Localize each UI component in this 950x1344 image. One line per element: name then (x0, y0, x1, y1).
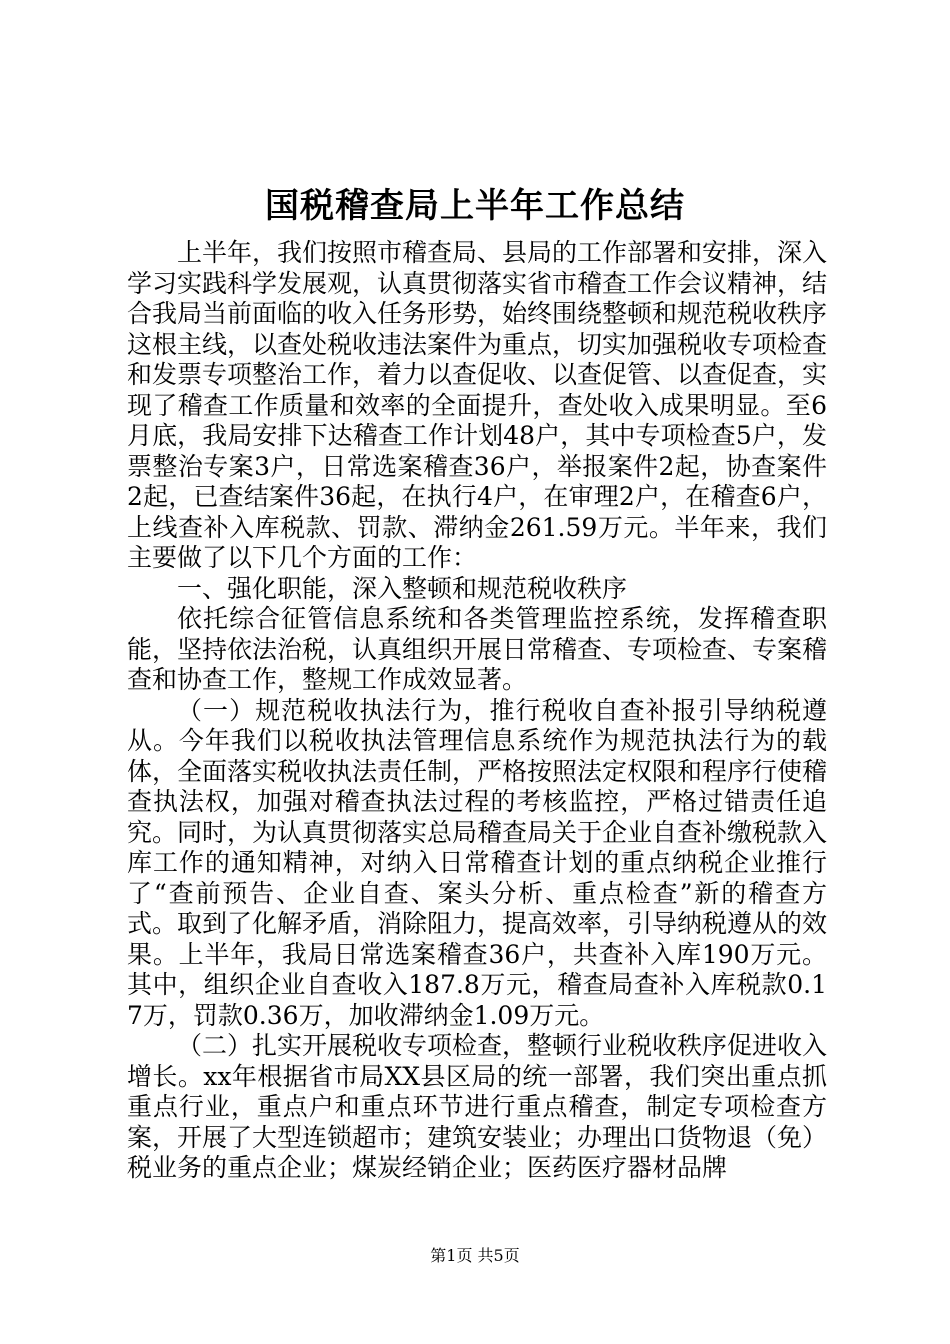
document-title: 国税稽查局上半年工作总结 (265, 186, 685, 226)
paragraph-section-1: 依托综合征管信息系统和各类管理监控系统，发挥稽查职能，坚持依法治税，认真组织开展日常稽查、专项检查、专案稽查和协查工作，整规工作成效显著。 (127, 604, 828, 694)
paragraph-subsection-2: （二）扎实开展税收专项检查，整顿行业税收秩序促进收入增长。xx年根据省市局XX县区局的统一部署，我们突出重点抓重点行业，重点户和重点环节进行重点稽查，制定专项检查方案，开展了大型连锁超市；建筑安装业；办理出口货物退（免）税业务的重点企业；煤炭经销企业；医药医疗器材品牌 (127, 1031, 828, 1182)
document-body (127, 238, 827, 1184)
paragraph-intro: 上半年，我们按照市稽查局、县局的工作部署和安排，深入学习实践科学发展观，认真贯彻落实省市稽查工作会议精神，结合我局当前面临的收入任务形势，始终围绕整顿和规范税收秩序这根主线，以查处税收违法案件为重点，切实加强税收专项检查和发票专项整治工作，着力以查促收、以查促管、以查促查，实现了稽查工作质量和效率的全面提升，查处收入成果明显。至6月底，我局安排下达稽查工作计划48户，其中专项检查5户，发票整治专案3户，日常选案稽查36户，举报案件2起，协查案件2起，已查结案件36起，在执行4户，在审理2户，在稽查6户，上线查补入库税款、罚款、滞纳金261.59万元。半年来，我们主要做了以下几个方面的工作： (127, 238, 828, 572)
section-heading-1: 一、强化职能，深入整顿和规范税收秩序 (177, 573, 628, 603)
page-footer: 第1页 共5页 (430, 1246, 520, 1265)
paragraph-subsection-1: （一）规范税收执法行为，推行税收自查补报引导纳税遵从。今年我们以税收执法管理信息系统作为规范执法行为的载体，全面落实税收执法责任制，严格按照法定权限和程序行使稽查执法权，加强对稽查执法过程的考核监控，严格过错责任追究。同时，为认真贯彻落实总局稽查局关于企业自查补缴税款入库工作的通知精神，对纳入日常稽查计划的重点纳税企业推行了“查前预告、企业自查、案头分析、重点检查”新的稽查方式。取到了化解矛盾，消除阻力，提高效率，引导纳税遵从的效果。上半年，我局日常选案稽查36户，共查补入库190万元。其中，组织企业自查收入187.8万元，稽查局查补入库税款0.17万，罚款0.36万，加收滞纳金1.09万元。 (127, 695, 828, 1030)
